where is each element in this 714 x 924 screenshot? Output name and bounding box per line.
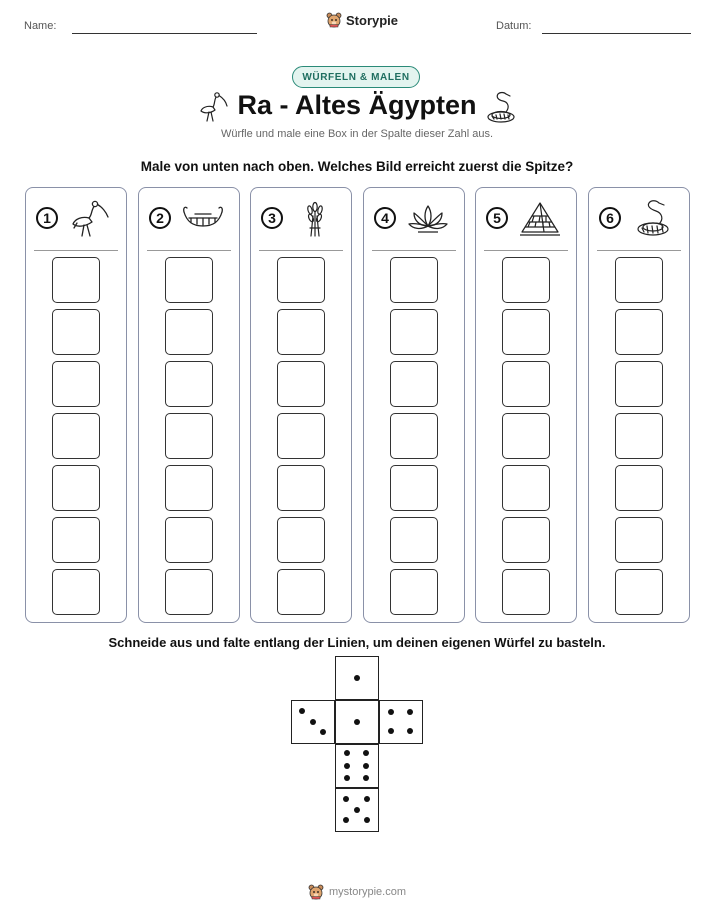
die-pip: [407, 709, 413, 715]
page-title: Ra - Altes Ägypten: [237, 90, 477, 120]
color-box[interactable]: [277, 569, 325, 615]
color-box[interactable]: [277, 465, 325, 511]
color-box[interactable]: [615, 361, 663, 407]
color-box[interactable]: [277, 517, 325, 563]
die-face-1: [335, 656, 379, 700]
pyramid-icon: [518, 198, 562, 238]
column-divider: [259, 250, 343, 251]
column-number: 4: [374, 207, 396, 229]
color-box[interactable]: [615, 257, 663, 303]
die-face-3: [291, 700, 335, 744]
color-box[interactable]: [52, 309, 100, 355]
color-box[interactable]: [165, 257, 213, 303]
color-box[interactable]: [165, 413, 213, 459]
color-box[interactable]: [502, 361, 550, 407]
color-box[interactable]: [502, 569, 550, 615]
column-6: [588, 187, 690, 623]
color-box[interactable]: [502, 413, 550, 459]
column-2: [138, 187, 240, 623]
color-box[interactable]: [52, 361, 100, 407]
die-face-5: [335, 788, 379, 832]
color-box[interactable]: [390, 309, 438, 355]
die-pip: [354, 675, 360, 681]
die-pip: [354, 719, 360, 725]
color-box[interactable]: [615, 309, 663, 355]
snake-icon: [484, 90, 518, 124]
die-pip: [299, 708, 305, 714]
die-pip: [363, 763, 369, 769]
column-5: [475, 187, 577, 623]
die-pip: [344, 750, 350, 756]
die-pip: [343, 796, 349, 802]
game-instruction: Male von unten nach oben. Welches Bild erreicht zuerst die Spitze?: [140, 159, 574, 174]
die-pip: [364, 796, 370, 802]
color-box[interactable]: [165, 569, 213, 615]
column-1: [25, 187, 127, 623]
boat-icon: [181, 198, 225, 238]
ibis-icon: [68, 198, 112, 238]
name-label: Name:: [24, 20, 57, 32]
cut-instruction: Schneide aus und falte entlang der Linien, um deinen eigenen Würfel zu basteln.: [108, 635, 606, 650]
color-box[interactable]: [52, 569, 100, 615]
wheat-icon: [293, 198, 337, 238]
color-box[interactable]: [615, 569, 663, 615]
column-number: 3: [261, 207, 283, 229]
die-pip: [343, 817, 349, 823]
die-pip: [364, 817, 370, 823]
footer-url[interactable]: mystorypie.com: [328, 886, 407, 898]
die-pip: [388, 728, 394, 734]
color-box[interactable]: [52, 517, 100, 563]
color-box[interactable]: [165, 361, 213, 407]
color-box[interactable]: [165, 309, 213, 355]
color-box[interactable]: [165, 517, 213, 563]
column-header: [26, 188, 126, 248]
color-box[interactable]: [277, 257, 325, 303]
color-box[interactable]: [52, 257, 100, 303]
lotus-icon: [406, 198, 450, 238]
column-number: 5: [486, 207, 508, 229]
date-label: Datum:: [496, 20, 532, 32]
column-header: [364, 188, 464, 248]
color-box[interactable]: [615, 413, 663, 459]
column-number: 6: [599, 207, 621, 229]
color-box[interactable]: [165, 465, 213, 511]
column-header: [476, 188, 576, 248]
color-box[interactable]: [277, 413, 325, 459]
column-4: [363, 187, 465, 623]
column-header: [589, 188, 689, 248]
column-header: [139, 188, 239, 248]
column-divider: [597, 250, 681, 251]
column-header: [251, 188, 351, 248]
die-pip: [407, 728, 413, 734]
die-pip: [310, 719, 316, 725]
column-number: 1: [36, 207, 58, 229]
name-line[interactable]: [72, 33, 257, 34]
color-box[interactable]: [390, 413, 438, 459]
die-face-6: [335, 744, 379, 788]
color-box[interactable]: [615, 465, 663, 511]
column-divider: [484, 250, 568, 251]
color-box[interactable]: [390, 257, 438, 303]
die-face-1: [335, 700, 379, 744]
column-divider: [372, 250, 456, 251]
die-pip: [388, 709, 394, 715]
color-box[interactable]: [277, 309, 325, 355]
die-pip: [344, 775, 350, 781]
column-divider: [147, 250, 231, 251]
column-divider: [34, 250, 118, 251]
snake-icon: [631, 198, 675, 238]
color-box[interactable]: [502, 309, 550, 355]
column-3: [250, 187, 352, 623]
die-pip: [354, 807, 360, 813]
color-box[interactable]: [390, 517, 438, 563]
bear-face-icon: [308, 884, 324, 900]
color-box[interactable]: [502, 517, 550, 563]
column-number: 2: [149, 207, 171, 229]
color-box[interactable]: [615, 517, 663, 563]
date-line[interactable]: [542, 33, 691, 34]
die-pip: [320, 729, 326, 735]
color-box[interactable]: [390, 569, 438, 615]
color-box[interactable]: [277, 361, 325, 407]
footer: [0, 884, 714, 900]
brand-name: Storypie: [346, 12, 399, 28]
color-box[interactable]: [52, 465, 100, 511]
die-pip: [363, 775, 369, 781]
bear-face-icon: [326, 12, 342, 28]
page-subtitle: Würfle und male eine Box in der Spalte dieser Zahl aus.: [220, 128, 494, 140]
color-box[interactable]: [502, 465, 550, 511]
color-box[interactable]: [390, 361, 438, 407]
die-face-4: [379, 700, 423, 744]
color-box[interactable]: [502, 257, 550, 303]
color-box[interactable]: [390, 465, 438, 511]
die-pip: [344, 763, 350, 769]
activity-badge: WÜRFELN & MALEN: [292, 66, 420, 88]
color-box[interactable]: [52, 413, 100, 459]
die-pip: [363, 750, 369, 756]
brand-logo: [326, 12, 398, 28]
